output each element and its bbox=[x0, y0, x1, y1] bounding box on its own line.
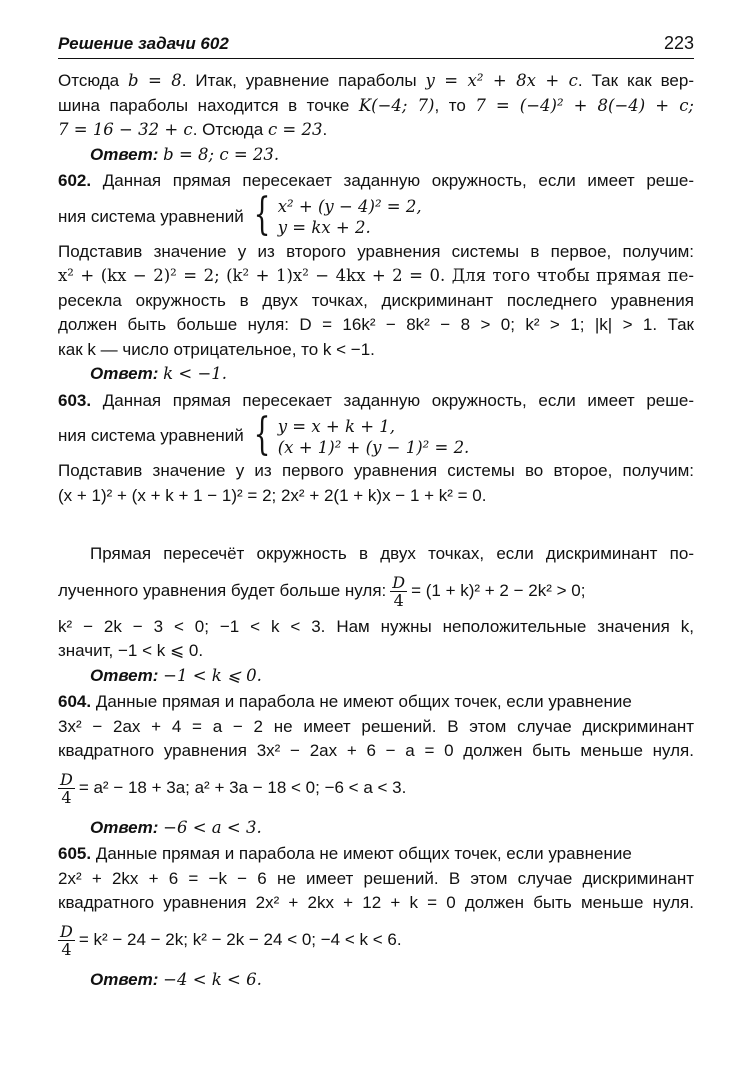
problem-604-answer: Ответ: −6 < a < 3. bbox=[90, 817, 262, 837]
page bbox=[58, 30, 694, 992]
problem-602-system-line: ния система уравнений { x² + (y − 4)² = 2, y = kx + 2. bbox=[58, 189, 422, 241]
problem-605-line-2: 2x² + 2kx + 6 = −k − 6 не имеет решений. В этом случае дискриминант bbox=[58, 868, 694, 888]
problem-604-line-1: 604. Данные прямая и парабола не имеют общих точек, если уравнение bbox=[58, 692, 632, 711]
fraction-d-over-4: $\frac{D}{4}$ bbox=[392, 572, 406, 610]
page-number: 223 bbox=[663, 33, 694, 53]
problem-603-line-1: 603. Данная прямая пересекает заданную окружность, если имеет реше- bbox=[58, 390, 694, 410]
intro-line-2: шина параболы находится в точке K(−4; 7), то 7 = (−4)² + 8(−4) + c; bbox=[58, 95, 694, 115]
problem-603-line-4: (x + 1)² + (x + k + 1 − 1)² = 2; 2x² + 2(1 + k)x − 1 + k² = 0. bbox=[58, 485, 487, 505]
problem-603-line-8: значит, −1 < k ⩽ 0. bbox=[58, 641, 204, 660]
intro-answer: Ответ: b = 8; c = 23. bbox=[90, 144, 280, 164]
problem-605-line-4: $\frac{D}{4}$ = k² − 24 − 2k; k² − 2k − 24 < 0; −4 < k < 6. bbox=[60, 921, 402, 959]
problem-604-line-2: 3x² − 2ax + 4 = a − 2 не имеет решений. В этом случае дискриминант bbox=[58, 716, 694, 736]
problem-605-answer: Ответ: −4 < k < 6. bbox=[90, 969, 262, 989]
problem-603-line-7: k² − 2k − 3 < 0; −1 < k < 3. Нам нужны неположительные значения k, bbox=[58, 616, 694, 636]
problem-603-answer: Ответ: −1 < k ⩽ 0. bbox=[90, 665, 262, 685]
fraction-d-over-4: $\frac{D}{4}$ bbox=[60, 921, 73, 959]
intro-line-1: Отсюда b = 8. Итак, уравнение параболы y = x² + 8x + c. Так как вер- bbox=[58, 71, 694, 90]
problem-602-answer: Ответ: k < −1. bbox=[90, 364, 228, 383]
running-title: Решение задачи 602 bbox=[58, 34, 229, 53]
problem-605-line-1: 605. Данные прямая и парабола не имеют общих точек, если уравнение bbox=[58, 844, 632, 863]
problem-602-line-7: как k — число отрицательное, то k < −1. bbox=[58, 339, 375, 359]
problem-602-line-3: Подставив значение y из второго уравнения системы в первое, получим: bbox=[58, 241, 694, 261]
problem-603-line-3: Подставив значение y из первого уравнения системы во второе, получим: bbox=[58, 461, 694, 480]
problem-602-line-1: 602. Данная прямая пересекает заданную окружность, если имеет реше- bbox=[58, 171, 694, 190]
equation-system-602: { x² + (y − 4)² = 2, y = kx + 2. bbox=[253, 189, 422, 241]
problem-604-line-4: $\frac{D}{4}$ = a² − 18 + 3a; a² + 3a − 18 < 0; −6 < a < 3. bbox=[60, 769, 407, 807]
equation-system-603: { y = x + k + 1, (x + 1)² + (y − 1)² = 2. bbox=[253, 408, 470, 460]
problem-602-line-6: должен быть больше нуля: D = 16k² − 8k² − 8 > 0; k² > 1; |k| > 1. Так bbox=[58, 315, 694, 334]
problem-605-line-3: квадратного уравнения 2x² + 2kx + 12 + k = 0 должен быть меньше нуля. bbox=[58, 893, 694, 912]
fraction-d-over-4: $\frac{D}{4}$ bbox=[60, 769, 73, 807]
problem-602-line-4: x² + (kx − 2)² = 2; (k² + 1)x² − 4kx + 2 = 0. Для того чтобы прямая пе- bbox=[58, 266, 694, 285]
problem-602-line-5: ресекла окружность в двух точках, дискриминант последнего уравнения bbox=[58, 290, 694, 310]
problem-604-line-3: квадратного уравнения 3x² − 2ax + 6 − a = 0 должен быть меньше нуля. bbox=[58, 741, 694, 760]
page-content bbox=[58, 69, 694, 992]
problem-603-line-5: Прямая пересечёт окружность в двух точках, если дискриминант по- bbox=[90, 544, 694, 563]
page-header bbox=[58, 30, 694, 59]
problem-603-line-6: лученного уравнения будет больше нуля: $\frac{D}{4}$ = (1 + k)² + 2 − 2k² > 0; bbox=[58, 572, 586, 610]
intro-line-3: 7 = 16 − 32 + c. Отсюда c = 23. bbox=[58, 120, 328, 139]
problem-603-system-line: ния система уравнений { y = x + k + 1, (x + 1)² + (y − 1)² = 2. bbox=[58, 408, 470, 460]
